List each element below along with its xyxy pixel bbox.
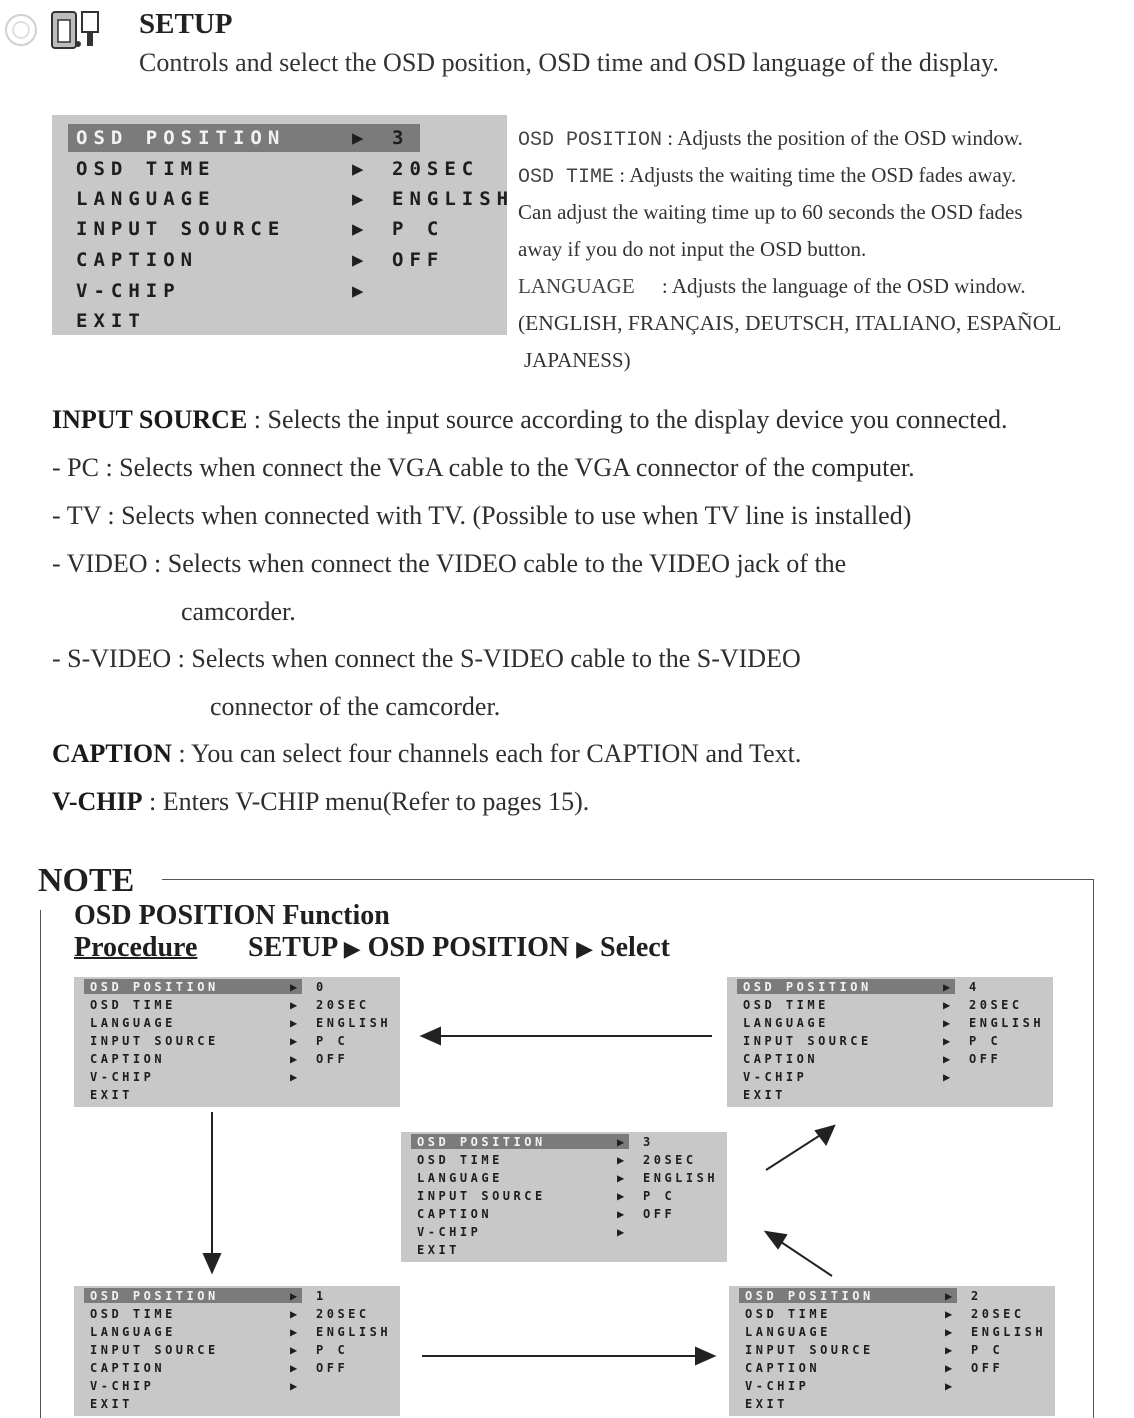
mini-menu-label: CAPTION xyxy=(417,1207,493,1221)
term-input-source: INPUT SOURCE xyxy=(52,405,248,434)
mini-menu-label: V-CHIP xyxy=(745,1379,810,1393)
procedure-label: Procedure xyxy=(74,932,198,963)
term-caption: CAPTION xyxy=(52,739,172,768)
mini-menu-label: V-CHIP xyxy=(90,1379,155,1393)
arrow-left-icon xyxy=(422,1028,712,1044)
submenu-arrow-icon: ▶ xyxy=(617,1135,628,1149)
mini-menu-label: OSD POSITION xyxy=(90,980,219,994)
submenu-arrow-icon: ▶ xyxy=(352,249,370,271)
text-caption: : You can select four channels each for CAPTION and Text. xyxy=(171,739,802,768)
menu-value: 20SEC xyxy=(392,158,480,180)
mini-menu-value: P C xyxy=(971,1343,1004,1357)
menu-value: 3 xyxy=(392,127,410,149)
mini-menu-value: OFF xyxy=(969,1052,1002,1066)
item-svideo-cont: connector of the camcorder. xyxy=(210,692,501,721)
menu-label: INPUT SOURCE xyxy=(76,218,286,240)
submenu-arrow-icon: ▶ xyxy=(943,1034,954,1048)
mini-menu-label: V-CHIP xyxy=(417,1225,482,1239)
step-setup: SETUP xyxy=(248,932,337,963)
mini-menu-value: 4 xyxy=(969,980,980,994)
text-vchip: : Enters V-CHIP menu(Refer to pages 15). xyxy=(142,787,590,816)
mini-menu-value: 20SEC xyxy=(316,1307,370,1321)
mini-menu-label: EXIT xyxy=(90,1397,133,1411)
mini-menu-value: 3 xyxy=(643,1135,654,1149)
submenu-arrow-icon: ▶ xyxy=(945,1289,956,1303)
submenu-arrow-icon: ▶ xyxy=(943,1052,954,1066)
mini-menu-label: CAPTION xyxy=(90,1052,166,1066)
menu-label: LANGUAGE xyxy=(76,188,216,210)
mini-menu-label: LANGUAGE xyxy=(745,1325,831,1339)
mini-menu-value: OFF xyxy=(316,1052,349,1066)
step-arrow-icon: ▶ xyxy=(343,936,361,961)
desc-language-line3: JAPANESS) xyxy=(524,348,631,372)
mini-menu-label: OSD POSITION xyxy=(90,1289,219,1303)
submenu-arrow-icon: ▶ xyxy=(352,218,370,240)
mini-menu-label: V-CHIP xyxy=(743,1070,808,1084)
mini-menu-label: OSD POSITION xyxy=(417,1135,546,1149)
mini-menu-value: ENGLISH xyxy=(971,1325,1047,1339)
mini-menu-value: P C xyxy=(316,1343,349,1357)
submenu-arrow-icon: ▶ xyxy=(945,1361,956,1375)
mini-menu-label: EXIT xyxy=(745,1397,788,1411)
mini-menu-label: CAPTION xyxy=(90,1361,166,1375)
mini-menu-label: V-CHIP xyxy=(90,1070,155,1084)
mini-menu-value: 2 xyxy=(971,1289,982,1303)
mini-menu-value: OFF xyxy=(316,1361,349,1375)
mini-menu-label: OSD TIME xyxy=(743,998,829,1012)
submenu-arrow-icon: ▶ xyxy=(352,280,370,302)
mini-menu-value: P C xyxy=(643,1189,676,1203)
text-input-source: : Selects the input source according to the display device you connected. xyxy=(247,405,1008,434)
mini-menu-value: 20SEC xyxy=(643,1153,697,1167)
term-language: LANGUAGE xyxy=(518,274,635,298)
mini-menu-value: 20SEC xyxy=(316,998,370,1012)
mini-menu-value: ENGLISH xyxy=(316,1016,392,1030)
menu-label: V-CHIP xyxy=(76,280,181,302)
text-osd-time: : Adjusts the waiting time the OSD fades away. xyxy=(619,163,1017,187)
mini-menu-label: OSD TIME xyxy=(417,1153,503,1167)
mini-menu-label: LANGUAGE xyxy=(417,1171,503,1185)
term-osd-position: OSD POSITION xyxy=(518,129,663,152)
submenu-arrow-icon: ▶ xyxy=(617,1171,628,1185)
arrow-right-icon xyxy=(422,1348,714,1364)
menu-label: CAPTION xyxy=(76,249,199,271)
submenu-arrow-icon: ▶ xyxy=(290,1034,301,1048)
submenu-arrow-icon: ▶ xyxy=(290,998,301,1012)
item-video-cont: camcorder. xyxy=(181,597,296,626)
step-arrow-icon: ▶ xyxy=(576,936,594,961)
desc-osd-time-line3: away if you do not input the OSD button. xyxy=(518,237,867,261)
function-title: OSD POSITION Function xyxy=(74,900,390,931)
submenu-arrow-icon: ▶ xyxy=(352,158,370,180)
mini-menu-value: 20SEC xyxy=(969,998,1023,1012)
arrow-down-icon xyxy=(204,1112,220,1272)
step-select: Select xyxy=(600,932,671,963)
submenu-arrow-icon: ▶ xyxy=(290,1289,301,1303)
submenu-arrow-icon: ▶ xyxy=(945,1379,956,1393)
submenu-arrow-icon: ▶ xyxy=(943,980,954,994)
item-tv: - TV : Selects when connected with TV. (Possible to use when TV line is installed) xyxy=(52,501,912,530)
menu-label: EXIT xyxy=(76,310,146,332)
desc-osd-time-line2: Can adjust the waiting time up to 60 seconds the OSD fades xyxy=(518,200,1023,224)
submenu-arrow-icon: ▶ xyxy=(352,188,370,210)
note-title: NOTE xyxy=(38,862,135,899)
mini-menu-label: EXIT xyxy=(90,1088,133,1102)
submenu-arrow-icon: ▶ xyxy=(290,980,301,994)
submenu-arrow-icon: ▶ xyxy=(943,998,954,1012)
mini-menu-value: OFF xyxy=(971,1361,1004,1375)
submenu-arrow-icon: ▶ xyxy=(290,1361,301,1375)
submenu-arrow-icon: ▶ xyxy=(943,1070,954,1084)
menu-value: OFF xyxy=(392,249,445,271)
submenu-arrow-icon: ▶ xyxy=(290,1307,301,1321)
mini-menu-value: P C xyxy=(316,1034,349,1048)
menu-label: OSD TIME xyxy=(76,158,216,180)
desc-language-line2: (ENGLISH, FRANÇAIS, DEUTSCH, ITALIANO, ESPAÑOL xyxy=(518,311,1062,335)
mini-menu-label: EXIT xyxy=(417,1243,460,1257)
submenu-arrow-icon: ▶ xyxy=(290,1325,301,1339)
submenu-arrow-icon: ▶ xyxy=(943,1016,954,1030)
submenu-arrow-icon: ▶ xyxy=(617,1207,628,1221)
submenu-arrow-icon: ▶ xyxy=(290,1379,301,1393)
submenu-arrow-icon: ▶ xyxy=(945,1325,956,1339)
submenu-arrow-icon: ▶ xyxy=(352,127,370,149)
mini-menu-value: 1 xyxy=(316,1289,327,1303)
mini-menu-value: ENGLISH xyxy=(316,1325,392,1339)
mini-menu-label: OSD POSITION xyxy=(743,980,872,994)
term-osd-time: OSD TIME xyxy=(518,166,615,189)
text-osd-position: : Adjusts the position of the OSD window. xyxy=(667,126,1023,150)
mini-menu-value: 20SEC xyxy=(971,1307,1025,1321)
mini-menu-value: 0 xyxy=(316,980,327,994)
submenu-arrow-icon: ▶ xyxy=(945,1343,956,1357)
mini-menu-label: INPUT SOURCE xyxy=(745,1343,874,1357)
submenu-arrow-icon: ▶ xyxy=(290,1343,301,1357)
item-pc: - PC : Selects when connect the VGA cable to the VGA connector of the computer. xyxy=(52,453,915,482)
mini-menu-value: P C xyxy=(969,1034,1002,1048)
mini-menu-label: INPUT SOURCE xyxy=(90,1343,219,1357)
submenu-arrow-icon: ▶ xyxy=(290,1070,301,1084)
menu-value: P C xyxy=(392,218,445,240)
mini-menu-label: CAPTION xyxy=(745,1361,821,1375)
mini-menu-value: OFF xyxy=(643,1207,676,1221)
mini-menu-label: LANGUAGE xyxy=(90,1016,176,1030)
page-title: SETUP xyxy=(139,8,233,40)
mini-menu-label: OSD TIME xyxy=(90,998,176,1012)
item-svideo: - S-VIDEO : Selects when connect the S-VIDEO cable to the S-VIDEO xyxy=(52,644,801,673)
term-vchip: V-CHIP xyxy=(52,787,143,816)
submenu-arrow-icon: ▶ xyxy=(945,1307,956,1321)
mini-menu-label: INPUT SOURCE xyxy=(743,1034,872,1048)
page-subtitle: Controls and select the OSD position, OSD time and OSD language of the display. xyxy=(139,48,999,77)
submenu-arrow-icon: ▶ xyxy=(617,1153,628,1167)
submenu-arrow-icon: ▶ xyxy=(290,1052,301,1066)
menu-value: ENGLISH xyxy=(392,188,515,210)
menu-label: OSD POSITION xyxy=(76,127,286,149)
step-osd-position: OSD POSITION xyxy=(367,932,570,963)
submenu-arrow-icon: ▶ xyxy=(290,1016,301,1030)
mini-menu-label: CAPTION xyxy=(743,1052,819,1066)
arrow-upright-icon xyxy=(766,1126,834,1170)
mini-menu-label: OSD TIME xyxy=(745,1307,831,1321)
text-language: : Adjusts the language of the OSD window. xyxy=(661,274,1026,298)
mini-menu-label: LANGUAGE xyxy=(90,1325,176,1339)
mini-menu-label: INPUT SOURCE xyxy=(90,1034,219,1048)
mini-menu-value: ENGLISH xyxy=(969,1016,1045,1030)
submenu-arrow-icon: ▶ xyxy=(617,1189,628,1203)
arrow-upleft-icon xyxy=(766,1232,832,1276)
mini-menu-label: INPUT SOURCE xyxy=(417,1189,546,1203)
item-video: - VIDEO : Selects when connect the VIDEO cable to the VIDEO jack of the xyxy=(52,549,847,578)
mini-menu-value: ENGLISH xyxy=(643,1171,719,1185)
mini-menu-label: EXIT xyxy=(743,1088,786,1102)
mini-menu-label: LANGUAGE xyxy=(743,1016,829,1030)
mini-menu-label: OSD TIME xyxy=(90,1307,176,1321)
mini-menu-label: OSD POSITION xyxy=(745,1289,874,1303)
submenu-arrow-icon: ▶ xyxy=(617,1225,628,1239)
